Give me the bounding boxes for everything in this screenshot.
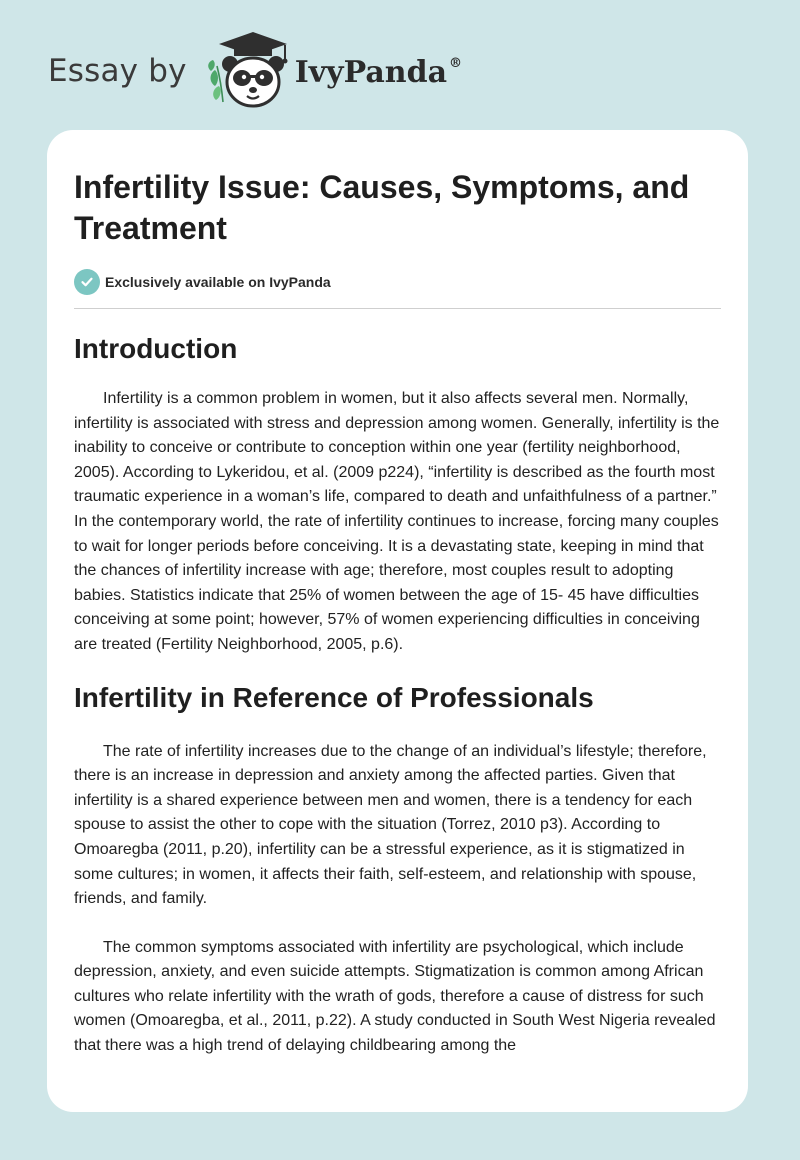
brand-name[interactable] xyxy=(295,55,462,90)
site-header xyxy=(48,30,462,110)
section-heading-professionals: Infertility in Reference of Professionals xyxy=(74,681,594,713)
essay-by-label: Essay by xyxy=(48,53,187,89)
paragraph: Infertility is a common problem in women, but it also affects several men. Normally, infertility is associated with stress and depression among women. Generally, infertility is the inability to conceive or contribute to conception within one year (fertility neighborhood, 2005). According to Lykeridou, et al. (2009 p224), “infertility is described as the fourth most traumatic experience in a woman’s life, compared to death and unfaithfulness of a partner.” In the contemporary world, the rate of infertility continues to increase, forcing many couples to wait for longer periods before conceiving. It is a devastating state, keeping in mind that the chances of infertility increase with age; therefore, most couples result to adopting babies. Statistics indicate that 25% of women between the age of 15- 45 have difficulties conceiving at some point; however, 57% of women experiencing difficulties in conceiving are treated (Fertility Neighborhood, 2005, p.6). xyxy=(74,390,720,653)
panda-logo-icon[interactable] xyxy=(201,30,293,110)
section-heading-introduction: Introduction xyxy=(74,333,238,364)
registered-mark: ® xyxy=(449,55,463,71)
exclusive-badge xyxy=(74,268,721,296)
brand-text: IvyPanda xyxy=(294,54,448,90)
title-divider xyxy=(74,308,721,309)
check-circle-icon xyxy=(74,269,100,295)
article-card xyxy=(47,130,748,1112)
paragraph: The rate of infertility increases due to the change of an individual’s lifestyle; therefore, there is an increase in depression and anxiety among the affected parties. Given that infertility is a shared experience between men and women, there is a tendency for each spouse to assist the other to cope with the situation (Torrez, 2010 p3). According to Omoaregba (2011, p.20), infertility can be a stressful experience, as it is stigmatized in some cultures; in women, it affects their faith, self-esteem, and relationship with spouse, friends, and family. xyxy=(74,742,707,908)
article-title: Infertility Issue: Causes, Symptoms, and Treatment xyxy=(74,169,690,246)
exclusive-label: Exclusively available on IvyPanda xyxy=(105,274,331,290)
paragraph: The common symptoms associated with infertility are psychological, which include depression, anxiety, and even suicide attempts. Stigmatization is common among African cultures who relate infertility with the wrath of gods, therefore a cause of distress for such women (Omoaregba, et al., 2011, p.22). A study conducted in South West Nigeria revealed that there was a high trend of delaying childbearing among the xyxy=(74,938,716,1055)
